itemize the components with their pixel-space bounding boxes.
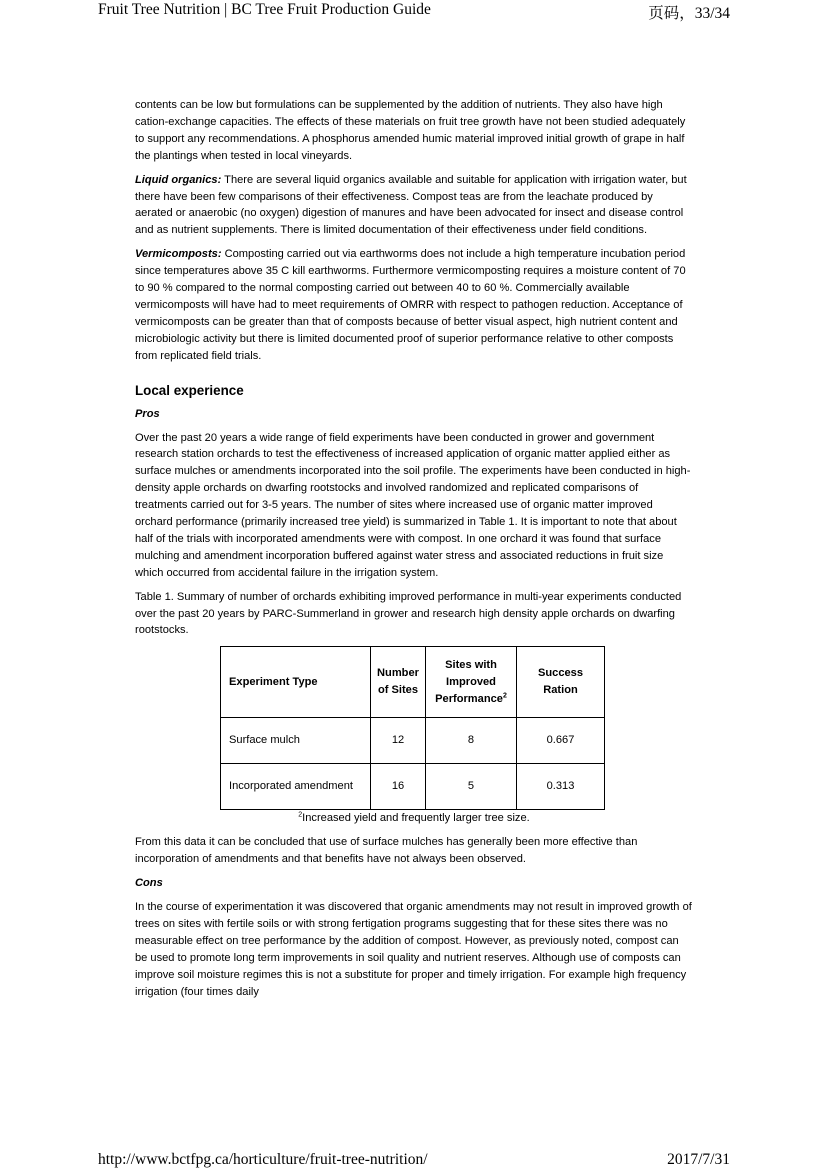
subheading-cons: Cons: [135, 877, 163, 890]
cell-success-ratio: 0.667: [517, 718, 605, 764]
header-experiment-type: Experiment Type: [221, 647, 371, 718]
footer-url[interactable]: http://www.bctfpg.ca/horticulture/fruit-tree-nutrition/: [98, 1151, 428, 1168]
subheading-pros: Pros: [135, 407, 160, 420]
footnote-number: 2: [298, 811, 303, 819]
cell-sites-improved: 8: [426, 718, 517, 764]
text-liquid-organics: There are several liquid organics available and suitable for application with irrigation water, but there have been few comparisons of their effectiveness. Compost teas are from the leachate produced by aerated or anaerobic (no oxygen) digestion of manures and have been advocated for insect and disease control and as nutrient supplements. There is limited documentation of their effectiveness under field conditions.: [135, 173, 687, 237]
header-number-of-sites: Number of Sites: [371, 647, 426, 718]
header-success-ratio: Success Ration: [517, 647, 605, 718]
section-heading-local-experience: Local experience: [135, 382, 244, 398]
text-vermicomposts: Composting carried out via earthworms does not include a high temperature incubation period since temperatures above 35 C kill earthworms. Furthermore vermicomposting requires a moisture content of 70 to 90 % compared to the normal composting carried out between 40 to 60 %. Commercially available vermicomposts will have had to meet requirements of OMRR with respect to pathogen reduction. Acceptance of vermicomposts can be greater than that of composts because of better visual aspect, high nutrient content and microbiologic activity but there is limited documented proof of superior performance relative to other composts from replicated field trials.: [135, 248, 686, 362]
paragraph-liquid-organics: [135, 172, 693, 240]
paragraph-humic: contents can be low but formulations can be supplemented by the addition of nutrients. They also have high cation-exchange capacities. The effects of these materials on fruit tree growth have not been studied adequately to support any recommendations. A phosphorus amended humic material improved initial growth of grape in half the plantings when tested in local vineyards.: [135, 99, 686, 162]
paragraph-conclusion: From this data it can be concluded that use of surface mulches has generally been more effective than incorporation of amendments and that benefits have not always been observed.: [135, 836, 638, 866]
paragraph-experiments: Over the past 20 years a wide range of field experiments have been conducted in grower and government research station orchards to test the effectiveness of increased application of organic matter applied either as surface mulches or amendments incorporated into the soil profile. The experiments have been conducted in high-density apple orchards on dwarfing rootstocks and involved randomized and replicated comparisons of treatments carried out for 3-5 years. The number of sites where increased use of organic matter improved orchard performance (primarily increased tree yield) is summarized in Table 1. It is important to note that about half of the trials with incorporated amendments were with compost. In one orchard it was found that surface mulching and amendment incorporation buffered against water stress and associated reductions in fruit size which occurred from accidental failure in the irrigation system.: [135, 431, 691, 579]
header-sites-improved: [426, 647, 517, 718]
paragraph-cons: In the course of experimentation it was discovered that organic amendments may not result in improved growth of trees on sites with fertile soils or with strong fertigation programs suggesting that for these sites there was no measurable effect on tree performance by the addition of compost. However, as previously noted, compost can be used to promote long term improvements in soil quality and nutrient reserves. Although use of composts can improve soil moisture regimes this is not a substitute for proper and timely irrigation. For example high frequency irrigation (four times daily: [135, 901, 692, 998]
table-row: [221, 764, 605, 810]
cell-number-of-sites: 12: [371, 718, 426, 764]
lead-liquid-organics: Liquid organics:: [135, 173, 222, 186]
results-table: [220, 646, 605, 810]
header-sites-improved-text: Sites with Improved Performance: [435, 659, 503, 705]
table-footnote: [135, 810, 693, 827]
header-title: Fruit Tree Nutrition | BC Tree Fruit Production Guide: [98, 1, 431, 18]
table-header-row: [221, 647, 605, 718]
lead-vermicomposts: Vermicomposts:: [135, 248, 222, 261]
footnote-text: Increased yield and frequently larger tree size.: [302, 812, 530, 825]
cell-experiment-type: Incorporated amendment: [221, 764, 371, 810]
page-header: [0, 0, 827, 22]
table-row: [221, 718, 605, 764]
cell-sites-improved: 5: [426, 764, 517, 810]
footer-date: 2017/7/31: [667, 1151, 730, 1168]
table-caption: Table 1. Summary of number of orchards exhibiting improved performance in multi-year experiments conducted over the past 20 years by PARC-Summerland in grower and research high density apple orchards on dwarfing rootstocks.: [135, 590, 682, 637]
footnote-marker: 2: [502, 692, 507, 700]
paragraph-vermicomposts: [135, 246, 693, 364]
header-page-number: 页码，33/34: [648, 5, 730, 22]
cell-experiment-type: Surface mulch: [221, 718, 371, 764]
cell-number-of-sites: 16: [371, 764, 426, 810]
page-footer: [0, 1150, 827, 1170]
document-body: [135, 97, 693, 1007]
cell-success-ratio: 0.313: [517, 764, 605, 810]
